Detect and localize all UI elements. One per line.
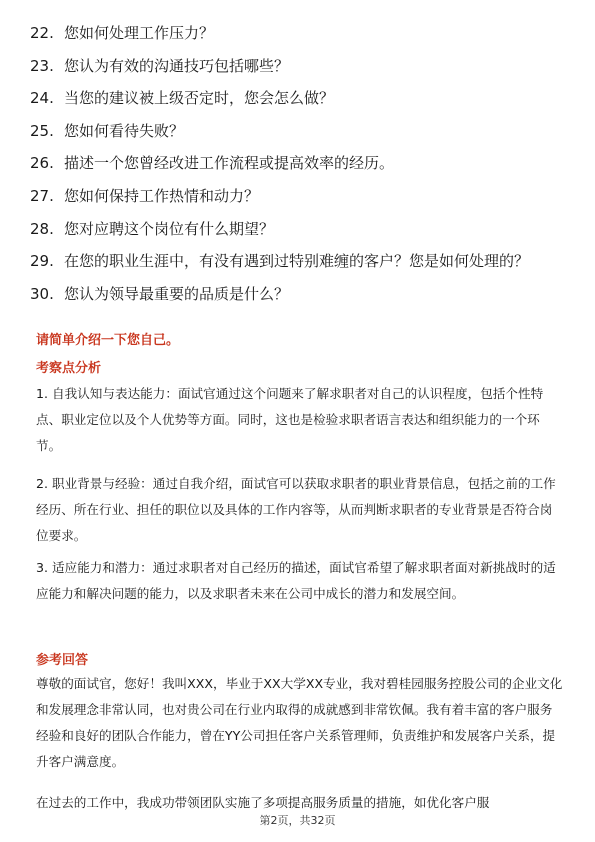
- question-text: 当您的建议被上级否定时，您会怎么做？: [64, 89, 335, 108]
- analysis-point: 1. 自我认知与表达能力：面试官通过这个问题来了解求职者对自己的认识程度，包括个性特点、职业定位以及个人优势等方面。同时，这也是检验求职者语言表达和组织能力的一个环节。: [36, 386, 544, 453]
- question-number: 28.: [30, 219, 54, 238]
- question-text: 描述一个您曾经改进工作流程或提高效率的经历。: [64, 154, 395, 173]
- question-number: 26.: [30, 154, 54, 173]
- question-item: [30, 120, 565, 142]
- analysis-point: 3. 适应能力和潜力：通过求职者对自己经历的描述，面试官希望了解求职者面对新挑战时的适应能力和解决问题的能力，以及求职者未来在公司中成长的潜力和发展空间。: [36, 560, 556, 601]
- question-item: [30, 87, 565, 109]
- question-text: 您认为领导最重要的品质是什么？: [64, 284, 290, 303]
- question-list: [30, 22, 565, 315]
- question-text: 您对应聘这个岗位有什么期望？: [64, 219, 275, 238]
- question-text: 您如何看待失败？: [64, 121, 185, 140]
- question-item: [30, 283, 565, 305]
- question-text: 在您的职业生涯中，有没有遇到过特别难缠的客户？您是如何处理的？: [64, 252, 530, 271]
- answer-title: 参考回答: [36, 653, 89, 668]
- question-item: [30, 218, 565, 240]
- question-number: 24.: [30, 89, 54, 108]
- page-footer: 第2页，共32页: [259, 814, 336, 827]
- analysis-title: 考察点分析: [36, 361, 102, 376]
- question-text: 您如何保持工作热情和动力？: [64, 186, 260, 205]
- answer-paragraph: 在过去的工作中，我成功带领团队实施了多项提高服务质量的措施，如优化客户服: [36, 795, 490, 810]
- question-number: 29.: [30, 252, 54, 271]
- question-text: 您如何处理工作压力？: [64, 24, 215, 42]
- question-item: [30, 152, 565, 174]
- question-item: [30, 250, 565, 272]
- question-number: 25.: [30, 121, 54, 140]
- question-number: 22.: [30, 24, 54, 42]
- question-title: 请简单介绍一下您自己。: [36, 333, 180, 348]
- question-item: [30, 185, 565, 207]
- question-number: 30.: [30, 284, 54, 303]
- question-number: 27.: [30, 186, 54, 205]
- question-text: 您认为有效的沟通技巧包括哪些？: [64, 56, 290, 75]
- question-number: 23.: [30, 56, 54, 75]
- answer-paragraph: 尊敬的面试官，您好！我叫XXX，毕业于XX大学XX专业，我对碧桂园服务控股公司的企业文化和发展理念非常认同，也对贵公司在行业内取得的成就感到非常钦佩。我有着丰富的客户服务经验和良好的团队合作能力，曾在YY公司担任客户关系管理师，负责维护和发展客户关系，提升客户满意度。: [36, 676, 563, 769]
- question-item: [30, 22, 565, 44]
- question-item: [30, 55, 565, 77]
- analysis-point: 2. 职业背景与经验：通过自我介绍，面试官可以获取求职者的职业背景信息，包括之前的工作经历、所在行业、担任的职位以及具体的工作内容等，从而判断求职者的专业背景是否符合岗位要求。: [36, 476, 556, 543]
